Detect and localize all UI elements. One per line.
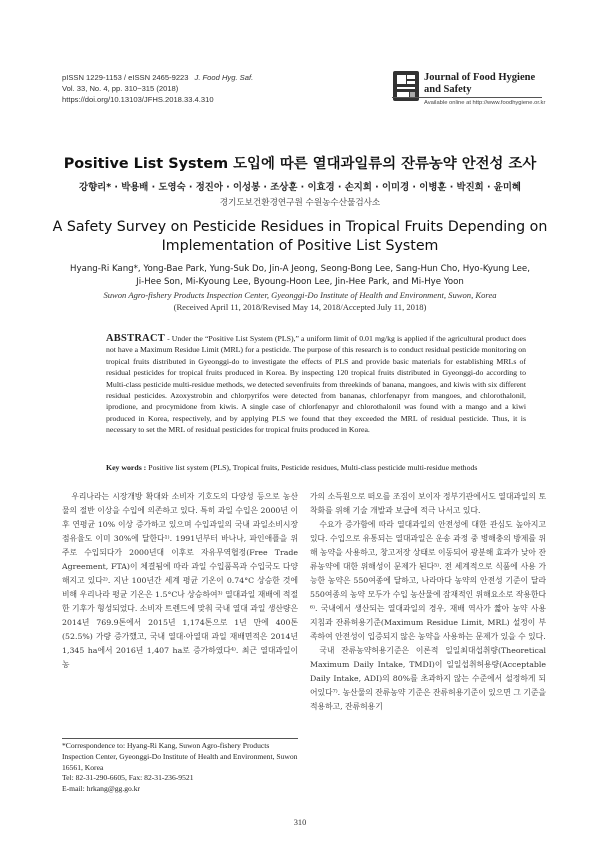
abstract <box>106 333 526 436</box>
paragraph: 가의 소득원으로 떠오를 조짐이 보이자 정부기관에서도 열대과일의 토착화를 위해 기술 개발과 보급에 적극 나서고 있다. <box>310 492 546 515</box>
doi-link[interactable]: https://doi.org/10.13103/JFHS.2018.33.4.310 <box>62 95 214 104</box>
paragraph: 국내 잔류농약허용기준은 이론적 일일최대섭취량(Theoretical Maximum Daily Intake, TMDI)이 일일섭취허용량(Acceptable Daily Intake, ADI)의 80%를 초과하지 않는 수준에서 설정하게 되어있다⁷⁾. 농산물의 잔류농약 기준은 잔류허용기준이 있으면 그 기준을 적용하고, 잔류허용기 <box>310 646 546 711</box>
english-authors: Hyang-Ri Kang*, Yong-Bae Park, Yung-Suk Do, Jin-A Jeong, Seong-Bong Lee, Sang-Hun Cho, Hyo-Kyung Lee, Ji-Hee Son, Mi-Kyoung Lee, Byoung-Hoon Lee, Jin-Hee Park, and Mi-Hye Yoon <box>70 264 530 287</box>
body-column-right <box>310 490 546 714</box>
paragraph: 우리나라는 시장개방 확대와 소비자 기호도의 다양성 등으로 농산물의 절반 이상을 수입에 의존하고 있다. 특히 과일 수입은 2000년 이후 연평균 10% 이상 증가하고 있으며 수입과일의 국내 과일소비시장 점유율도 이미 30%에 달한다¹⁾. 1991년부터 바나나, 파인애플을 위주로 수입되다가 2000년대 이후로 자유무역협정(Free Trade Agreement, FTA)이 체결됨에 따라 과일 수입품목과 수입국도 다양해지고 있다²⁾. 지난 100년간 세계 평균 기온이 0.74°C 상승한 것에 비해 우리나라 평균 기온은 1.5°C나 상승하여³⁾ 열대과일 재배에 적절한 기후가 형성되었다. 소비자 트렌드에 맞춰 국내 열대 과일 생산량은 2014년 769.9톤에서 2015년 1,174톤으로 1년 만에 400톤(52.5%) 가량 증가했고, 국내 열대·아열대 과일 재배면적은 2014년 1,345 ha에서 2016년 1,407 ha로 증가하였다⁴⁾. 최근 열대과일이 농 <box>62 492 298 669</box>
korean-authors: 강향리* · 박용배 · 도영숙 · 정진아 · 이성봉 · 조상훈 · 이효경 · 손지희 · 이미경 · 이병훈 · 박진희 · 윤미혜 <box>79 182 521 193</box>
footnote-divider <box>62 738 298 739</box>
issn: pISSN 1229-1153 / eISSN 2465-9223 <box>62 73 189 82</box>
email[interactable]: E-mail: hrkang@gg.go.kr <box>62 784 141 794</box>
paragraph: 수요가 증가함에 따라 열대과일의 안전성에 대한 관심도 높아지고 있다. 수입으로 유통되는 열대과일은 운송 과정 중 병해충의 방제를 위해 농약을 사용하고, 창고저장 상태로 이동되어 광분해 효과가 낮아 잔류농약에 대한 위해성이 문제가 된다⁵⁾. 전 세계적으로 식품에 사용 가능한 농약은 550여종에 달하고, 나라마다 농약의 안전성 기준이 달라 550여종의 농약 모두가 수입 농산물에 잠재적인 위해요소로 작용한다⁶⁾. 국내에서 생산되는 열대과일의 경우, 재배 역사가 짧아 농약 사용 지침과 잔류허용기준(Maximum Residue Limit, MRL) 설정이 부족하여 안전성이 입증되지 않은 농약을 사용하는 문제가 있을 수 있다. <box>310 520 546 641</box>
abstract-text: - Under the “Positive List System (PLS),” a uniform limit of 0.01 mg/kg is applied if the agricultural product does not have a Maximum Residue Limit (MRL) for a pesticide. The purpose of this research is to conduct residual pesticide monitoring on tropical fruits distributed in Gyeonggi-do to investigate the effects of PLS and provide basic materials for establishing MRLs of residual pesticides for tropical fruits produced in Korea. By inspecting 120 tropical fruits distributed in Gyeonggi-do according to Multi-class pesticide multi-residue methods, we detected sevenfruits from threekinds of banana, mangoes, and kiwis with six different residual pesticides. Azoxystrobin and chlorpyrifos were detected from bananas, chlorfenapyr from mangoes, and chlorothalonil, iprodione, and procymidone from kiwis. A single case of chlorfenapyr and chlorothalonil was found with a mango and a kiwi produced in Korea, respectively, and by applying PLS we found that they exceeded the MRL of residual pesticide. Thus, it is necessary to set the MRL of residual pesticides for tropical fruits produced in Korea. <box>106 334 526 435</box>
korean-affiliation: 경기도보건환경연구원 수원농수산물검사소 <box>219 198 381 208</box>
english-affiliation: Suwon Agro-fishery Products Inspection Center, Gyeonggi-Do Institute of Health and Environment, Suwon, Korea <box>103 290 497 300</box>
keywords <box>106 463 546 472</box>
available-online: Available online at http://www.foodhygiene.or.kr <box>424 100 546 106</box>
volume-info: Vol. 33, No. 4, pp. 310~315 (2018) <box>62 84 179 93</box>
english-title: A Safety Survey on Pesticide Residues in Tropical Fruits Depending on Implementation of Positive List System <box>52 219 548 254</box>
page-number: 310 <box>293 818 307 827</box>
abstract-label: ABSTRACT <box>106 333 165 344</box>
received-dates: (Received April 11, 2018/Revised May 14, 2018/Accepted July 11, 2018) <box>173 302 427 312</box>
correspondence-footnote: *Correspondence to: Hyang-Ri Kang, Suwon Agro-fishery Products Inspection Center, Gyeonggi-Do Institute of Health and Environment, Suwon 16561, Korea Tel: 82-31-290-6605, Fax: 82-31-236-9521 E-mail: hrkang@gg.go.kr <box>62 741 298 794</box>
korean-title: Positive List System 도입에 따른 열대과일류의 잔류농약 안전성 조사 <box>63 156 537 172</box>
header-meta <box>62 72 253 105</box>
keywords-text: Positive list system (PLS), Tropical fruits, Pesticide residues, Multi-class pesticide multi-residue methods <box>146 463 478 472</box>
keywords-label: Key words : <box>106 463 147 472</box>
body-column-left <box>62 490 298 672</box>
journal-name: Journal of Food Hygiene and Safety <box>424 72 536 95</box>
header-divider <box>392 97 542 98</box>
journal-abbrev: J. Food Hyg. Saf. <box>194 73 254 82</box>
